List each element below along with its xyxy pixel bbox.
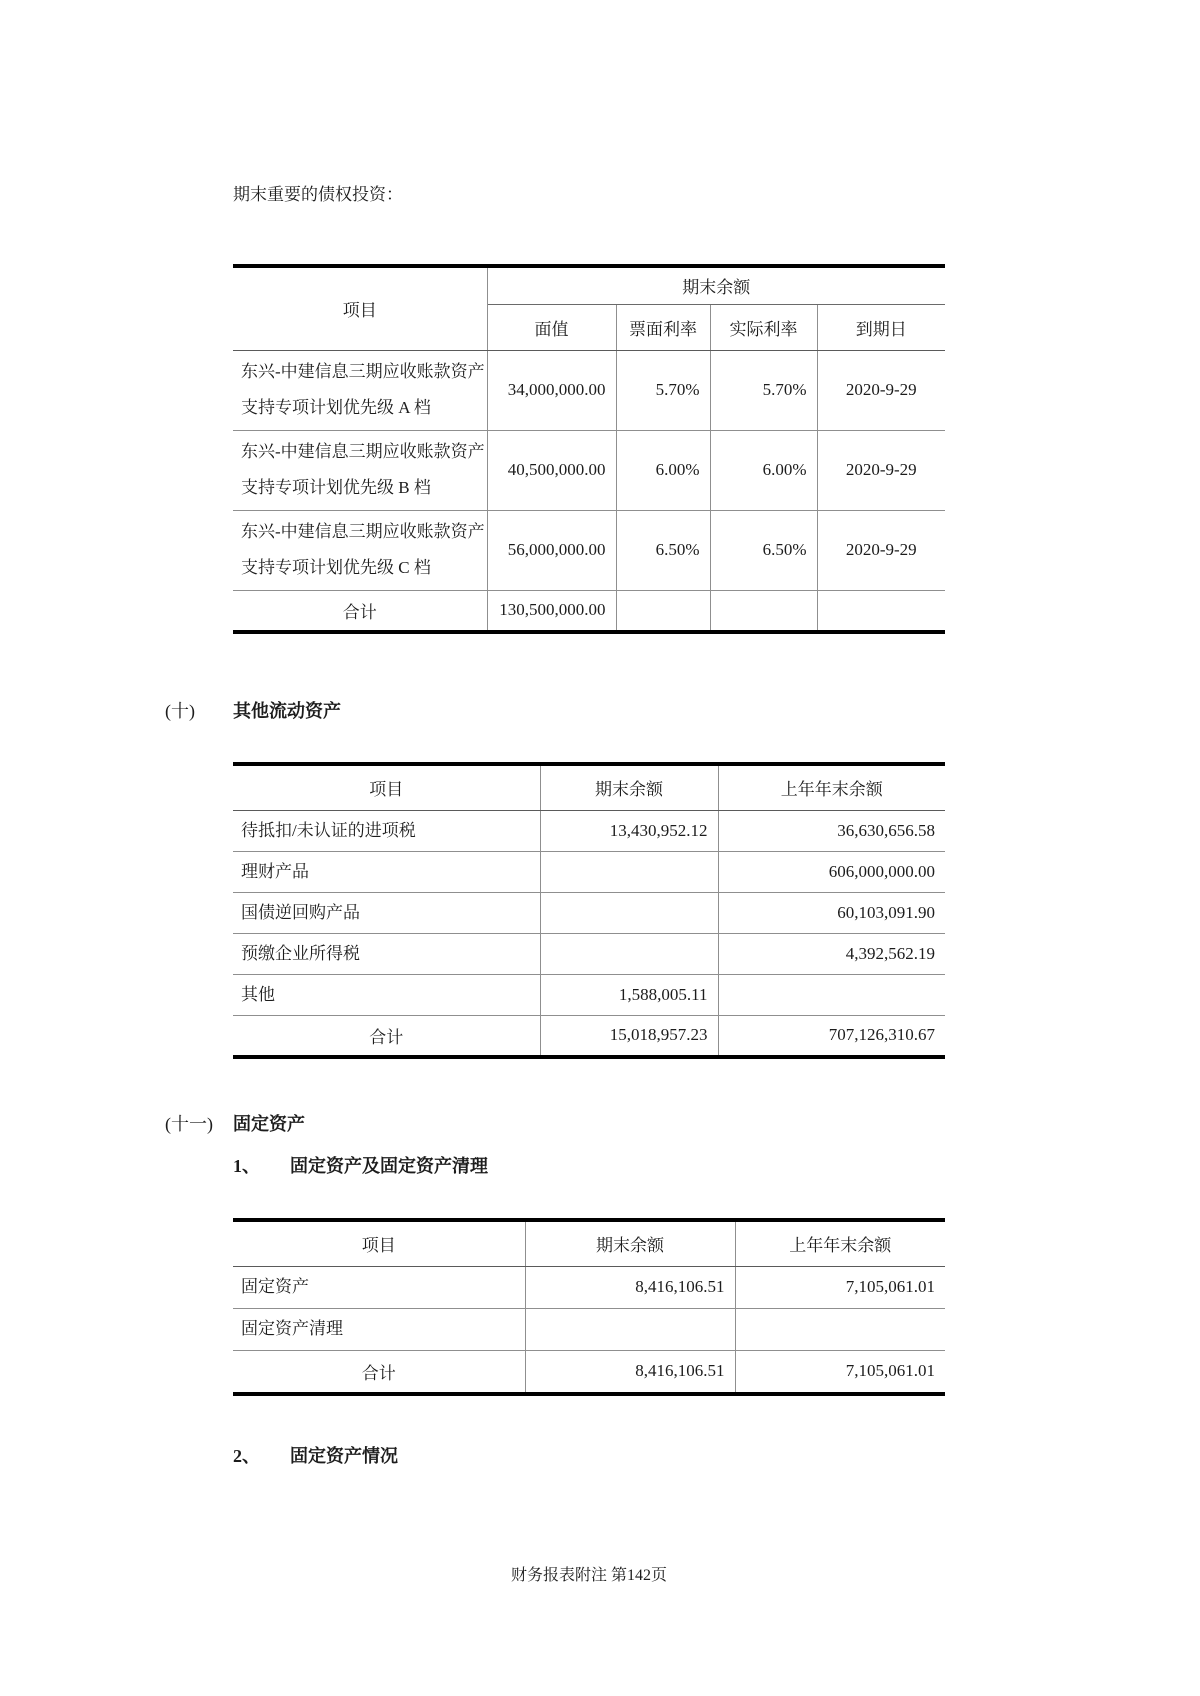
fixed-assets-table bbox=[233, 1218, 945, 1396]
closing-balance-cell: 8,416,106.51 bbox=[525, 1266, 735, 1308]
maturity-date-cell: 2020-9-29 bbox=[817, 350, 945, 430]
coupon-rate-column-header: 票面利率 bbox=[616, 304, 710, 350]
maturity-date-cell: 2020-9-29 bbox=[817, 430, 945, 510]
empty-cell bbox=[710, 590, 817, 632]
total-closing-balance-cell: 15,018,957.23 bbox=[540, 1015, 718, 1057]
table-row bbox=[233, 974, 945, 1015]
closing-balance-cell: 1,588,005.11 bbox=[540, 974, 718, 1015]
prior-year-balance-column-header: 上年年末余额 bbox=[735, 1220, 945, 1266]
coupon-rate-cell: 5.70% bbox=[616, 350, 710, 430]
total-prior-year-balance-cell: 707,126,310.67 bbox=[718, 1015, 945, 1057]
total-face-value-cell: 130,500,000.00 bbox=[487, 590, 616, 632]
total-label-cell: 合计 bbox=[369, 1027, 404, 1047]
table-row bbox=[233, 350, 945, 430]
subsection-title: 固定资产及固定资产清理 bbox=[290, 1156, 488, 1176]
empty-cell bbox=[616, 590, 710, 632]
section-title: 固定资产 bbox=[233, 1114, 305, 1134]
table-row bbox=[233, 510, 945, 590]
subsection-title: 固定资产情况 bbox=[290, 1446, 398, 1466]
other-current-assets-table bbox=[233, 762, 945, 1059]
debt-investments-table bbox=[233, 264, 945, 634]
table-row bbox=[233, 892, 945, 933]
closing-balance-cell bbox=[525, 1308, 735, 1350]
closing-balance-column-header: 期末余额 bbox=[525, 1220, 735, 1266]
prior-year-balance-column-header: 上年年末余额 bbox=[718, 764, 945, 810]
prior-year-balance-cell: 606,000,000.00 bbox=[718, 851, 945, 892]
table-row bbox=[233, 851, 945, 892]
closing-balance-cell: 13,430,952.12 bbox=[540, 810, 718, 851]
section-number: (十一) bbox=[165, 1114, 213, 1134]
effective-rate-cell: 6.50% bbox=[710, 510, 817, 590]
total-row bbox=[233, 590, 945, 632]
face-value-column-header: 面值 bbox=[487, 304, 616, 350]
section-10-heading bbox=[165, 697, 341, 723]
total-label-cell: 合计 bbox=[342, 602, 377, 622]
table-row bbox=[233, 810, 945, 851]
effective-rate-column-header: 实际利率 bbox=[710, 304, 817, 350]
item-column-header: 项目 bbox=[233, 266, 487, 350]
item-column-header: 项目 bbox=[233, 1220, 525, 1266]
item-cell: 理财产品 bbox=[233, 851, 540, 892]
effective-rate-cell: 5.70% bbox=[710, 350, 817, 430]
closing-balance-cell bbox=[540, 851, 718, 892]
table-header-row bbox=[233, 1220, 945, 1266]
table-header-row bbox=[233, 764, 945, 810]
item-cell: 固定资产清理 bbox=[233, 1308, 525, 1350]
item-column-header: 项目 bbox=[233, 764, 540, 810]
item-cell: 其他 bbox=[233, 974, 540, 1015]
subsection-number: 2、 bbox=[233, 1446, 260, 1466]
closing-balance-cell bbox=[540, 892, 718, 933]
table-row bbox=[233, 1308, 945, 1350]
coupon-rate-cell: 6.50% bbox=[616, 510, 710, 590]
section-11-heading bbox=[165, 1110, 305, 1136]
face-value-cell: 56,000,000.00 bbox=[487, 510, 616, 590]
closing-balance-cell bbox=[540, 933, 718, 974]
prior-year-balance-cell: 36,630,656.58 bbox=[718, 810, 945, 851]
closing-balance-column-header: 期末余额 bbox=[540, 764, 718, 810]
item-cell: 东兴-中建信息三期应收账款资产支持专项计划优先级 C 档 bbox=[233, 510, 487, 590]
prior-year-balance-cell bbox=[718, 974, 945, 1015]
total-row bbox=[233, 1350, 945, 1394]
item-cell: 东兴-中建信息三期应收账款资产支持专项计划优先级 A 档 bbox=[233, 350, 487, 430]
subsection-1-heading bbox=[233, 1152, 488, 1178]
prior-year-balance-cell: 7,105,061.01 bbox=[735, 1266, 945, 1308]
empty-cell bbox=[817, 590, 945, 632]
closing-balance-group-header: 期末余额 bbox=[487, 266, 945, 304]
item-cell: 预缴企业所得税 bbox=[233, 933, 540, 974]
prior-year-balance-cell: 4,392,562.19 bbox=[718, 933, 945, 974]
intro-text: 期末重要的债权投资： bbox=[233, 185, 403, 204]
face-value-cell: 40,500,000.00 bbox=[487, 430, 616, 510]
table-row bbox=[233, 430, 945, 510]
item-cell: 固定资产 bbox=[233, 1266, 525, 1308]
total-row bbox=[233, 1015, 945, 1057]
coupon-rate-cell: 6.00% bbox=[616, 430, 710, 510]
table-header-row-group bbox=[233, 266, 945, 304]
maturity-date-cell: 2020-9-29 bbox=[817, 510, 945, 590]
section-number: (十) bbox=[165, 701, 195, 721]
item-cell: 国债逆回购产品 bbox=[233, 892, 540, 933]
total-prior-year-balance-cell: 7,105,061.01 bbox=[735, 1350, 945, 1394]
prior-year-balance-cell bbox=[735, 1308, 945, 1350]
maturity-date-column-header: 到期日 bbox=[817, 304, 945, 350]
subsection-2-heading bbox=[233, 1442, 398, 1468]
page-footer: 财务报表附注 第142页 bbox=[510, 1567, 667, 1584]
section-title: 其他流动资产 bbox=[233, 701, 341, 721]
table-row bbox=[233, 933, 945, 974]
subsection-number: 1、 bbox=[233, 1156, 260, 1176]
total-closing-balance-cell: 8,416,106.51 bbox=[525, 1350, 735, 1394]
effective-rate-cell: 6.00% bbox=[710, 430, 817, 510]
prior-year-balance-cell: 60,103,091.90 bbox=[718, 892, 945, 933]
total-label-cell: 合计 bbox=[361, 1363, 396, 1383]
face-value-cell: 34,000,000.00 bbox=[487, 350, 616, 430]
table-row bbox=[233, 1266, 945, 1308]
item-cell: 待抵扣/未认证的进项税 bbox=[233, 810, 540, 851]
item-cell: 东兴-中建信息三期应收账款资产支持专项计划优先级 B 档 bbox=[233, 430, 487, 510]
